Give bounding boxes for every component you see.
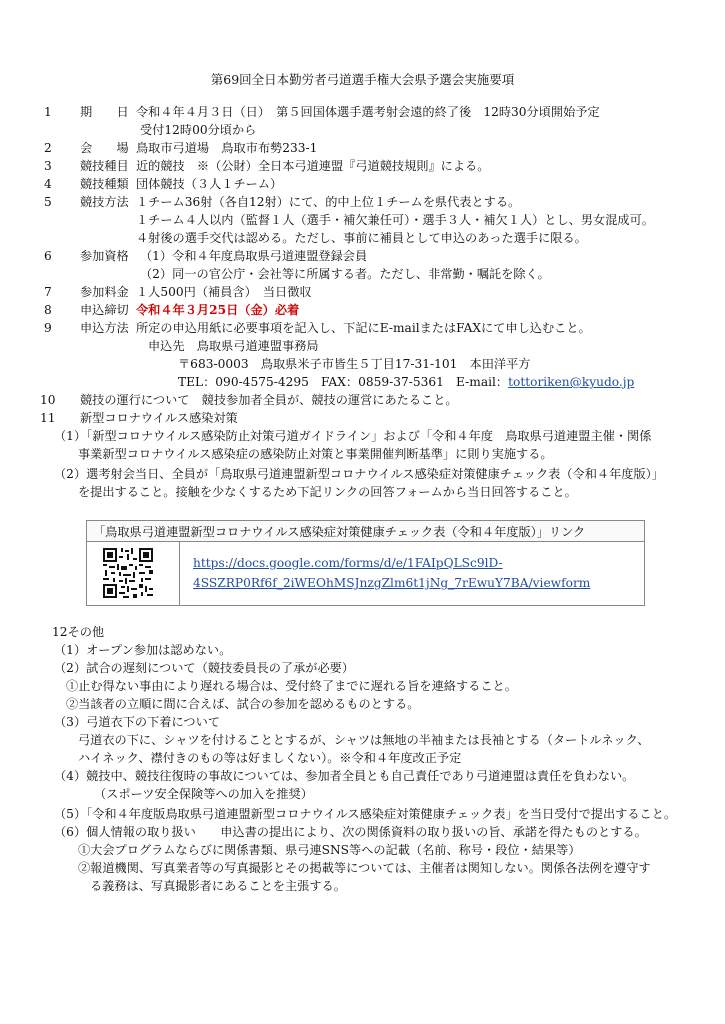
item-number: 2 (44, 141, 52, 155)
item-12-line: （6）個人情報の取り扱い 申込書の提出により、次の関係資料の取り扱いの旨、承諾を得たものとする。 (54, 825, 647, 839)
item-number: 9 (44, 321, 52, 335)
item-value: 鳥取市弓道場 鳥取市布勢233-1 (136, 141, 318, 155)
item-value: 団体競技（３人１チーム） (136, 177, 283, 191)
item-value: （1）令和４年度鳥取県弓道連盟登録会員 (140, 249, 368, 263)
item-12-line: （2）試合の遅刻について（競技委員長の了承が必要） (54, 661, 355, 675)
item-12-line: （1）オープン参加は認めない。 (54, 643, 232, 657)
item-heading: 新型コロナウイルス感染対策 (80, 411, 238, 425)
item-number: 3 (44, 159, 52, 173)
qr-cell (87, 542, 180, 605)
item-number: 5 (44, 195, 52, 209)
item-12-line: ハイネック、襟付きのもの等は好ましくない）。※令和４年度改正予定 (78, 751, 462, 765)
item-12-line: （4）競技中、競技往復時の事故については、参加者全員とも自己責任であり弓道連盟は責任を負わない。 (54, 769, 635, 783)
item-12-line: ②報道機関、写真業者等の写真撮影とその掲載等については、主催者は関知しない。関係各法例を遵守す (78, 861, 651, 875)
item-11-p2-line-1: （2）選考射会当日、全員が「鳥取県弓道連盟新型コロナウイルス感染症対策健康チェック表（令和４年度版）」 (54, 467, 664, 481)
health-check-form-link[interactable] (193, 553, 590, 593)
link-box-header-text: 「鳥取県弓道連盟新型コロナウイルス感染症対策健康チェック表（令和４年度版）」リンク (93, 525, 586, 539)
item-number: 7 (44, 285, 52, 299)
item-number: 11 (40, 411, 56, 425)
item-number: 6 (44, 249, 52, 263)
item-11-p1-line-2: 事業新型コロナウイルス感染症の感染防止対策と事業開催判断基準」に則り実施する。 (78, 447, 553, 461)
item-value: 令和４年４月３日（日） 第５回国体選手選考射会遠的終了後 12時30分頃開始予定 (136, 105, 600, 119)
contact-address: 〒683-0003 鳥取県米子市皆生５丁目17-31-101 本田洋平方 (178, 357, 531, 371)
item-12-line: （5）「令和４年度版鳥取県弓道連盟新型コロナウイルス感染症対策健康チェック表」を当日受付で提出すること。 (54, 807, 677, 821)
item-value: １人500円（補員含） 当日徴収 (136, 285, 312, 299)
item-label: 参加料金 (80, 285, 129, 299)
item-label: 会 場 (80, 141, 129, 155)
health-check-link-box (86, 520, 645, 606)
item-number: 1 (44, 105, 52, 119)
contact-email-link[interactable]: tottoriken@kyudo.jp (508, 375, 635, 389)
form-url-line-1[interactable]: https://docs.google.com/forms/d/e/1FAIpQLSc9lD- (193, 556, 503, 570)
form-url-line-2[interactable]: 4SSZRP0Rf6f_2iWEOhMSJnzgZlm6t1jNg_7rEwuY7BA/viewform (193, 576, 591, 590)
contact-tel-fax-text: TEL：090-4575-4295 FAX：0859-37-5361 E-mail： (178, 375, 509, 389)
item-value: １チーム36射（各自12射）にて、的中上位１チームを県代表とする。 (136, 195, 521, 209)
item-12-line: る義務は、写真撮影者にあることを主張する。 (90, 879, 346, 893)
item-label: 申込方法 (80, 321, 129, 335)
item-label: 競技種類 (80, 177, 129, 191)
item-12-line: （スポーツ安全保険等への加入を推奨） (94, 787, 313, 801)
item-6-line-2: （2）同一の官公庁・会社等に所属する者。ただし、非常勤・嘱託を除く。 (140, 267, 550, 281)
item-text: 競技の運行について 競技参加者全員が、競技の運営にあたること。 (80, 393, 458, 407)
item-value: 所定の申込用紙に必要事項を記入し、下記にE-mailまたはFAXにて申し込むこと。 (136, 321, 591, 335)
item-12-line: 弓道衣の下に、シャツを付けることとするが、シャツは無地の半袖または長袖とする（タートルネック、 (78, 733, 650, 747)
document-title: 第69回全日本勤労者弓道選手権大会県予選会実施要項 (210, 72, 515, 87)
item-label: 期 日 (80, 105, 129, 119)
item-12-line: ①止む得ない事由により遅れる場合は、受付終了までに遅れる旨を連絡すること。 (66, 679, 517, 693)
item-label: 参加資格 (80, 249, 129, 263)
item-12-line: （3）弓道衣下の下着について (54, 715, 220, 729)
item-number: 8 (44, 303, 52, 317)
item-12-line: ②当該者の立順に間に合えば、試合の参加を認めるものとする。 (66, 697, 420, 711)
item-1-line-2: 受付12時00分頃から (140, 123, 257, 137)
item-value: 近的競技 ※（公財）全日本弓道連盟『弓道競技規則』による。 (136, 159, 490, 173)
link-box-header (87, 521, 644, 542)
item-number: 10 (40, 393, 56, 407)
item-number: 4 (44, 177, 52, 191)
item-12-line: ①大会プログラムならびに関係書類、県弓連SNS等への記載（名前、称号・段位・結果等） (78, 843, 581, 857)
item-12-heading: 12その他 (52, 625, 105, 639)
item-label: 申込締切 (80, 303, 129, 317)
item-label: 競技種目 (80, 159, 129, 173)
item-11-p2-line-2: を提出すること。接触を少なくするため下記リンクの回答フォームから当日回答すること。 (78, 485, 577, 499)
item-label: 競技方法 (80, 195, 129, 209)
qr-code-icon[interactable] (103, 548, 153, 598)
item-5-line-2: １チーム４人以内（監督１人（選手・補欠兼任可）・選手３人・補欠１人）とし、男女混成可。 (136, 213, 654, 227)
contact-to: 申込先 鳥取県弓道連盟事務局 (148, 339, 319, 353)
contact-tel-fax (178, 374, 634, 390)
deadline-value: 令和４年３月25日（金）必着 (136, 303, 300, 317)
item-5-line-3: ４射後の選手交代は認める。ただし、事前に補員として申込のあった選手に限る。 (136, 231, 587, 245)
item-11-p1-line-1: （1）「新型コロナウイルス感染防止対策弓道ガイドライン」および「令和４年度 鳥取県弓道連盟主催・関係 (54, 429, 652, 443)
